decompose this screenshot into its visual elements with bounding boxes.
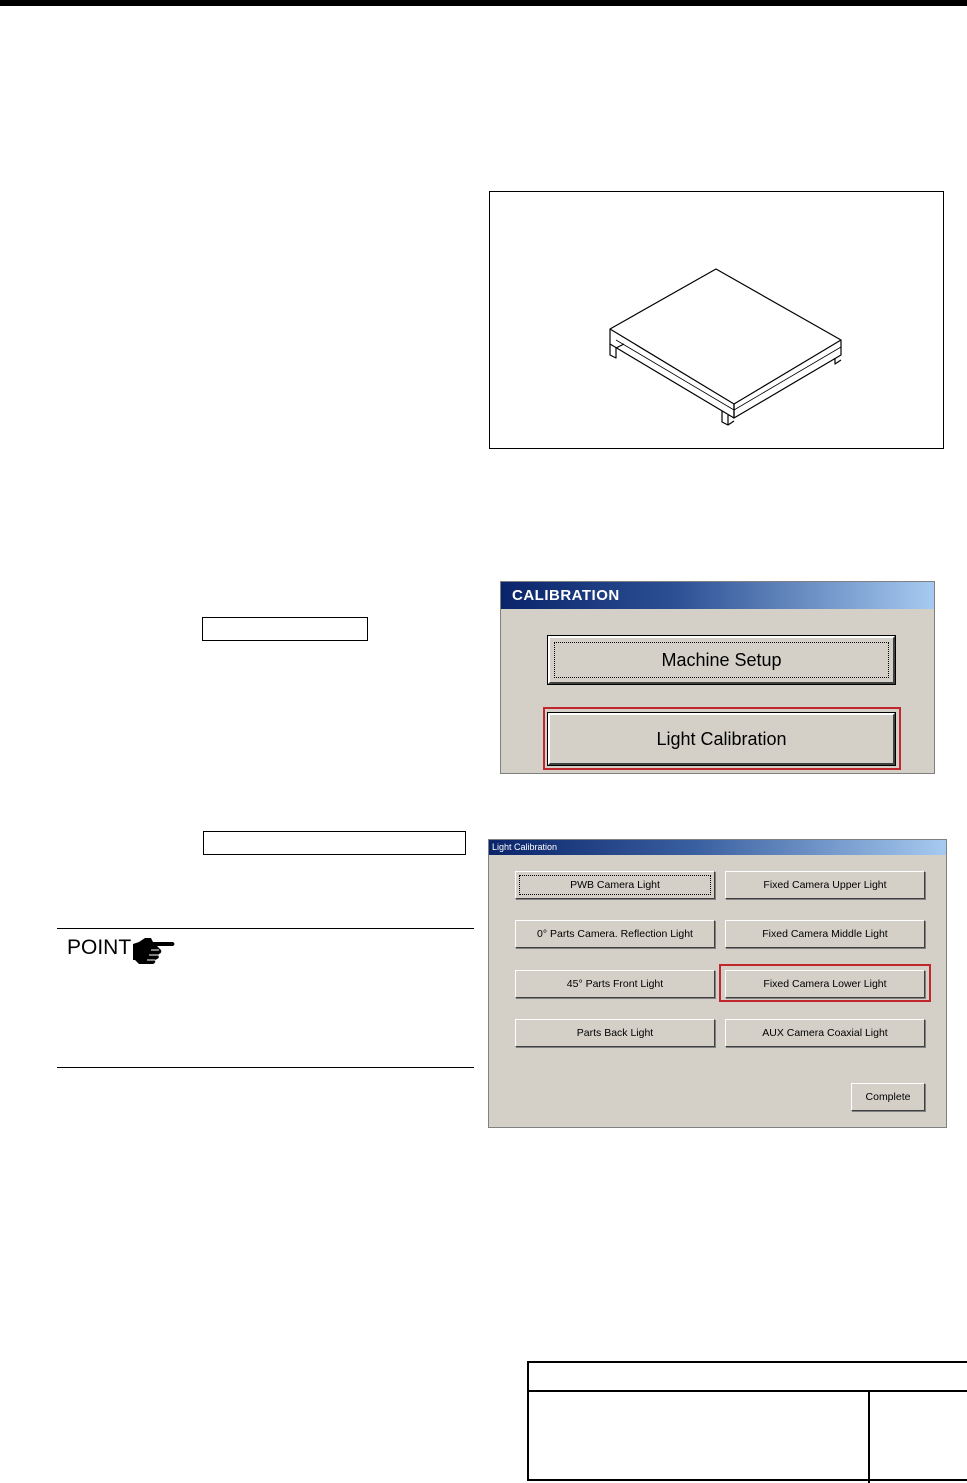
parts-front-light-button[interactable]	[515, 970, 715, 998]
button-label: PWB Camera Light	[570, 879, 660, 891]
footer-table-divider	[868, 1391, 870, 1483]
header-rule	[0, 0, 967, 6]
button-label: 45° Parts Front Light	[566, 978, 664, 990]
point-heading	[67, 936, 131, 960]
light-calibration-dialog	[488, 839, 947, 1128]
footer-table	[527, 1361, 967, 1481]
complete-label: Complete	[865, 1091, 911, 1103]
button-label: Parts Back Light	[576, 1027, 654, 1039]
parts-camera-reflection-light-button[interactable]	[515, 920, 715, 948]
button-label: 0° Parts Camera. Reflection Light	[537, 928, 693, 940]
button-label: AUX Camera Coaxial Light	[762, 1027, 888, 1039]
plate-illustration	[490, 192, 945, 450]
point-bottom-rule	[57, 1067, 474, 1068]
pointing-hand-icon	[131, 936, 177, 966]
focus-rect	[554, 642, 889, 678]
light-calibration-label: Light Calibration	[656, 729, 787, 749]
footer-table-divider	[529, 1390, 967, 1392]
calibration-title: CALIBRATION	[501, 582, 934, 609]
pwb-camera-light-button[interactable]	[515, 871, 715, 899]
parts-back-light-button[interactable]	[515, 1019, 715, 1047]
light-calibration-button[interactable]	[548, 713, 895, 765]
complete-button[interactable]	[851, 1083, 925, 1111]
button-label: Fixed Camera Upper Light	[763, 879, 887, 891]
button-label: Fixed Camera Lower Light	[763, 978, 887, 990]
aux-camera-coaxial-light-button[interactable]	[725, 1019, 925, 1047]
menu-reference-box	[202, 617, 368, 641]
light-calibration-title: Light Calibration	[489, 840, 946, 855]
menu-reference-box	[203, 831, 466, 855]
fixed-camera-lower-light-button[interactable]	[725, 970, 925, 998]
machine-setup-button[interactable]	[548, 636, 895, 684]
fixed-camera-upper-light-button[interactable]	[725, 871, 925, 899]
point-top-rule	[57, 928, 474, 929]
calibration-dialog	[500, 581, 935, 774]
figure-panel	[489, 191, 944, 449]
machine-setup-label: Machine Setup	[661, 650, 782, 670]
button-label: Fixed Camera Middle Light	[762, 928, 888, 940]
point-label: POINT	[67, 936, 132, 959]
fixed-camera-middle-light-button[interactable]	[725, 920, 925, 948]
